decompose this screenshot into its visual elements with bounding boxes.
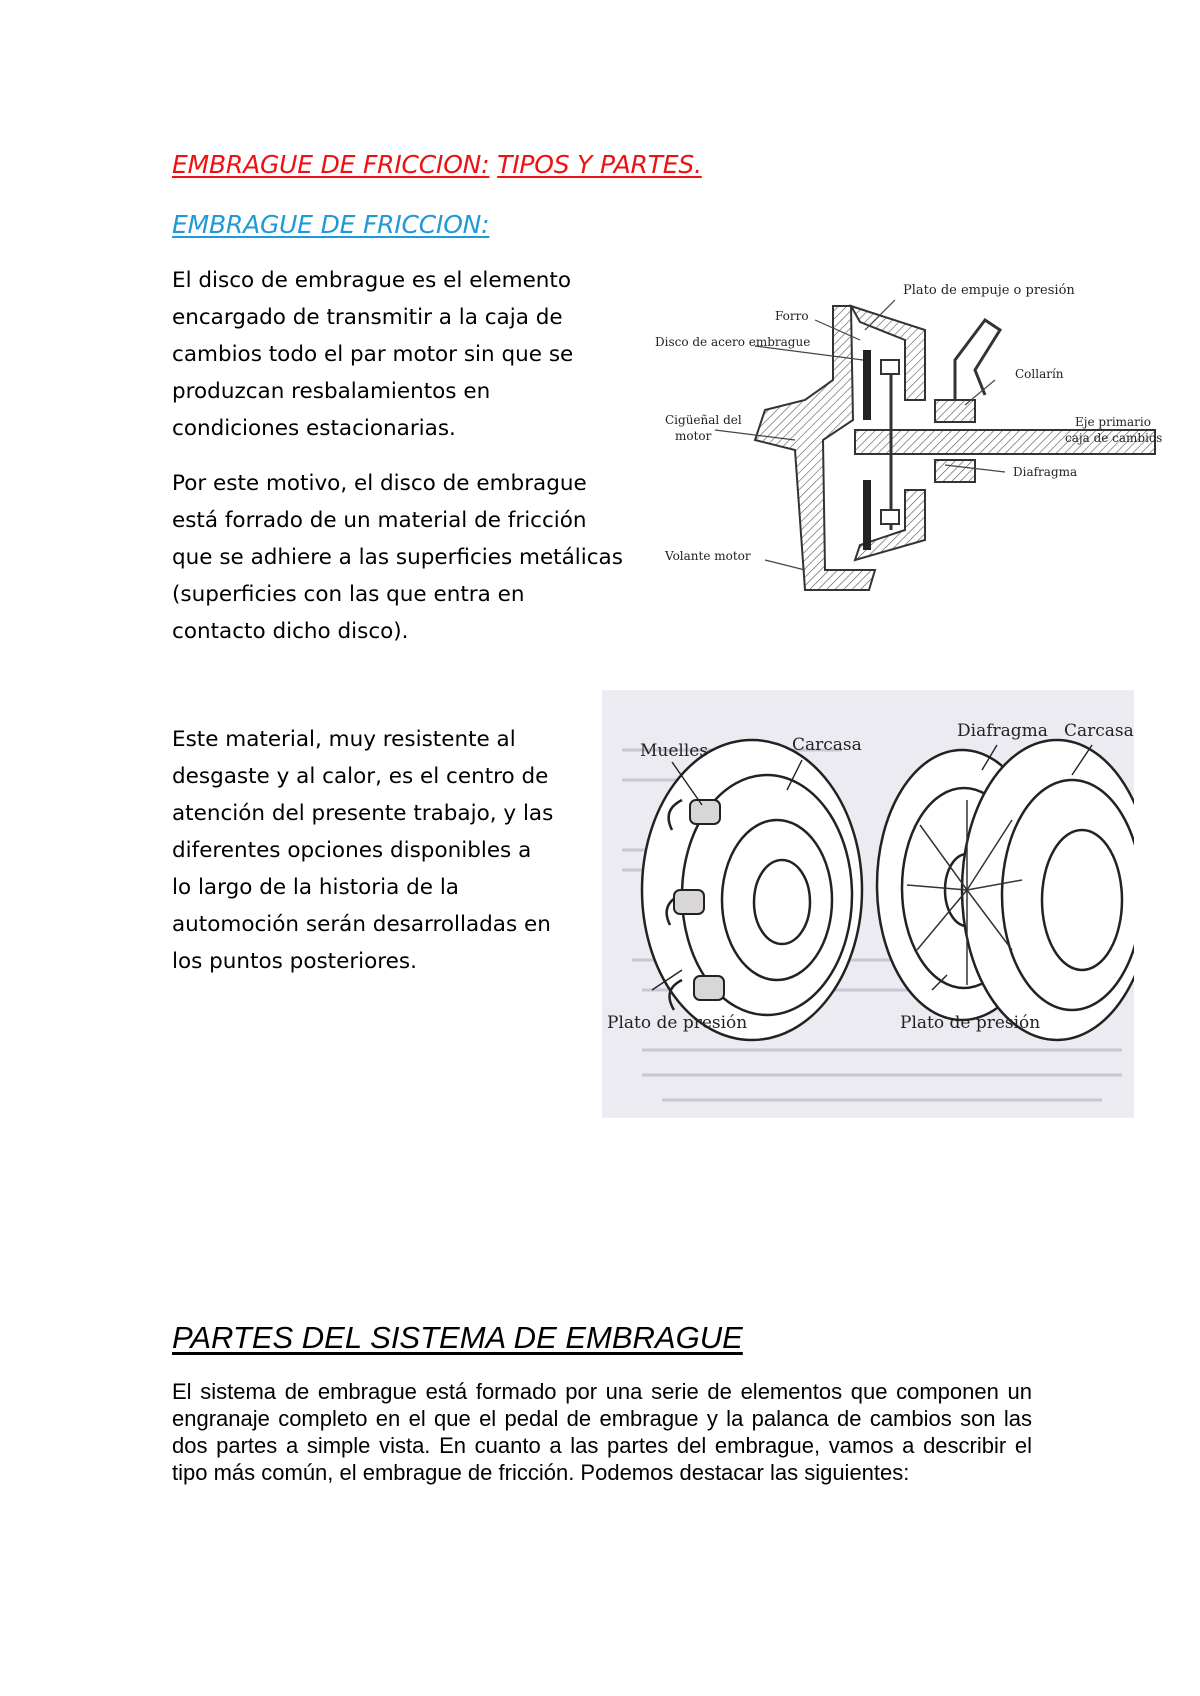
paragraph-material: Este material, muy resistente al desgaste y al calor, es el centro de atención del presente trabajo, y las diferentes opciones disponibles a lo largo de la historia de la automoción serán desarrolladas en los puntos posteriores. [172,727,554,974]
section-body-partes: El sistema de embrague está formado por una serie de elementos que componen un engranaje completo en el que el pedal de embrague y la palanca de cambios son las dos partes a simple vista. En cuanto a las partes del embrague, vamos a describir el tipo más común, el embrague de fricción. Podemos destacar las siguientes: [172,1379,1032,1485]
pressure-plate-drawing [602,690,1134,1118]
label-carcasa-left: Carcasa [792,735,862,755]
document-title [172,150,702,179]
label-plato-right: Plato de presión [900,1013,1041,1033]
label-muelles: Muelles [640,741,709,761]
label-eje-2: caja de cambios [1065,431,1163,445]
label-collarin: Collarín [1015,367,1064,381]
title-part-2: TIPOS Y PARTES. [497,150,702,179]
label-plato-left: Plato de presión [607,1013,748,1033]
label-eje-1: Eje primario [1075,415,1151,429]
label-diafragma-right: Diafragma [957,721,1048,741]
label-carcasa-right: Carcasa [1064,721,1134,741]
label-forro: Forro [775,309,809,323]
clutch-section-drawing [655,260,1165,620]
paragraph-disco: El disco de embrague es el elemento encargado de transmitir a la caja de cambios todo el par motor sin que se produzcan resbalamientos en condiciones estacionarias. [172,268,574,441]
label-diafragma: Diafragma [1013,465,1078,479]
title-part-1: EMBRAGUE DE FRICCION: [172,150,490,179]
label-cigueñal-1: Cigüeñal del [665,413,742,427]
label-plato: Plato de empuje o presión [903,283,1075,298]
pressure-plate-illustration [602,690,1134,1118]
section-heading-partes: PARTES DEL SISTEMA DE EMBRAGUE [172,1320,743,1355]
section-subtitle: EMBRAGUE DE FRICCION: [172,210,490,239]
label-cigueñal-2: motor [675,429,712,443]
paragraph-motivo: Por este motivo, el disco de embrague está forrado de un material de fricción que se adhiere a las superficies metálicas (superficies con las que entra en contacto dicho disco). [172,471,623,644]
clutch-section-diagram [655,260,1165,620]
label-disco: Disco de acero embrague [655,335,811,349]
label-volante: Volante motor [665,549,751,563]
